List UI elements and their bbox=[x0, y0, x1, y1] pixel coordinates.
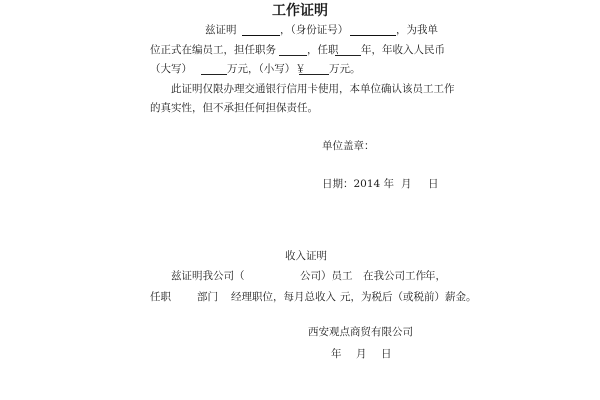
id-number-blank bbox=[350, 35, 396, 36]
work-cert-para2-line2: 的真实性，但不承担任何担保责任。 bbox=[150, 102, 318, 114]
income-cert-line1-c: 在我公司工作 bbox=[363, 270, 426, 282]
income-cert-line2-a: 任职 bbox=[150, 291, 171, 303]
work-cert-line1-suffix: ，为我单 bbox=[396, 24, 438, 36]
income-date-day: 日 bbox=[381, 348, 392, 360]
work-cert-line2-tenure: ，任职 bbox=[307, 44, 339, 56]
income-uppercase-blank bbox=[201, 74, 227, 75]
income-cert-line1-d: 年， bbox=[425, 270, 446, 282]
income-date-year: 年 bbox=[331, 348, 342, 360]
work-cert-line3-xiaoxie: 万元，（小写）￥ bbox=[227, 63, 306, 75]
work-certificate-title: 工作证明 bbox=[272, 3, 328, 19]
tenure-years-blank bbox=[335, 55, 361, 56]
company-name: 西安观点商贸有限公司 bbox=[308, 326, 413, 338]
income-lowercase-blank bbox=[299, 74, 329, 75]
income-cert-line1-b: 公司）员工 bbox=[300, 270, 353, 282]
income-cert-line2-d: 元，为税后（或税前）薪金。 bbox=[340, 291, 477, 303]
work-cert-line2-prefix: 位正式在编员工，担任职务 bbox=[150, 44, 276, 56]
work-cert-line3-suffix: 万元。 bbox=[329, 63, 361, 75]
position-blank bbox=[279, 55, 307, 56]
work-cert-line1-id: ，（身份证号） bbox=[280, 24, 349, 36]
income-cert-line1-a: 兹证明我公司（ bbox=[171, 270, 245, 282]
date-day: 日 bbox=[428, 178, 439, 190]
work-cert-para2-line1: 此证明仅限办理交通银行信用卡使用，本单位确认该员工工作 bbox=[171, 83, 455, 95]
work-cert-line1-prefix: 兹证明 bbox=[205, 24, 237, 36]
income-date-month: 月 bbox=[356, 348, 367, 360]
income-cert-line2-b: 部门 bbox=[197, 291, 218, 303]
work-cert-line2-income: 年，年收入人民币 bbox=[361, 44, 445, 56]
company-seal-label: 单位盖章： bbox=[322, 140, 375, 152]
date-month: 月 bbox=[401, 178, 412, 190]
name-blank bbox=[242, 35, 280, 36]
income-cert-line2-c: 经理职位，每月总收入 bbox=[231, 291, 336, 303]
income-certificate-title: 收入证明 bbox=[285, 250, 327, 262]
date-label: 日期：2014 年 bbox=[322, 178, 395, 190]
work-cert-line3-daxie: （大写） bbox=[150, 63, 192, 75]
